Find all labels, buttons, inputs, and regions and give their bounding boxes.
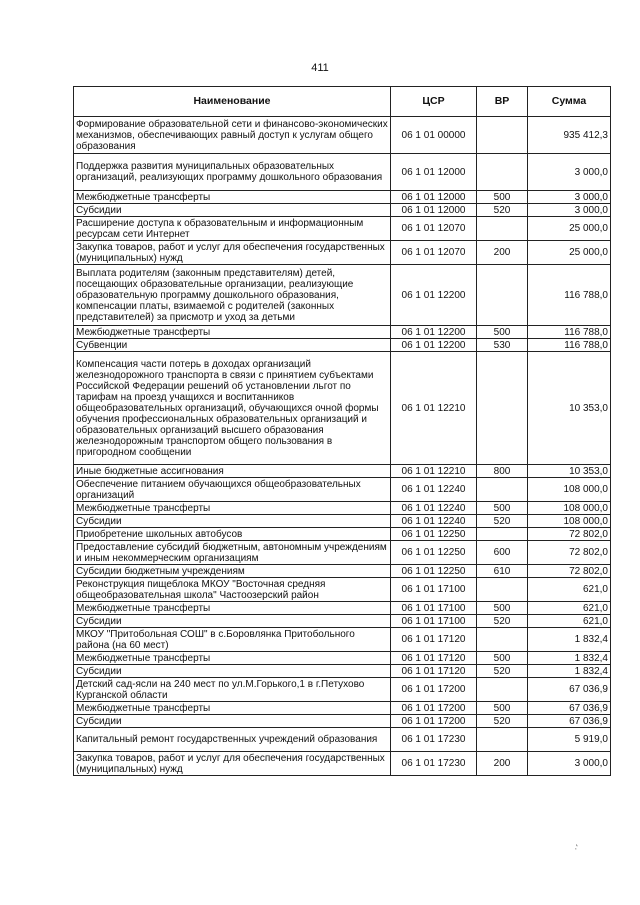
table-body — [74, 117, 611, 776]
header-name: Наименование — [74, 87, 391, 117]
cell-name: Приобретение школьных автобусов — [74, 528, 391, 541]
cell-vr: 500 — [477, 191, 528, 204]
cell-csr: 06 1 01 17230 — [391, 752, 477, 776]
cell-vr: 200 — [477, 752, 528, 776]
cell-vr: 500 — [477, 502, 528, 515]
cell-vr: 520 — [477, 204, 528, 217]
cell-name: Закупка товаров, работ и услуг для обеспечения государственных (муниципальных) нужд — [74, 241, 391, 265]
cell-csr: 06 1 01 12240 — [391, 478, 477, 502]
cell-name: Закупка товаров, работ и услуг для обеспечения государственных (муниципальных) нужд — [74, 752, 391, 776]
table-row — [74, 191, 611, 204]
cell-vr: 500 — [477, 702, 528, 715]
cell-sum: 72 802,0 — [528, 565, 611, 578]
cell-sum: 3 000,0 — [528, 154, 611, 191]
cell-sum: 10 353,0 — [528, 352, 611, 465]
cell-sum: 3 000,0 — [528, 191, 611, 204]
cell-sum: 3 000,0 — [528, 752, 611, 776]
cell-csr: 06 1 01 17100 — [391, 602, 477, 615]
cell-csr: 06 1 01 17120 — [391, 628, 477, 652]
table-row — [74, 117, 611, 154]
cell-sum: 116 788,0 — [528, 265, 611, 326]
cell-name: Детский сад-ясли на 240 мест по ул.М.Горького,1 в г.Петухово Курганской области — [74, 678, 391, 702]
cell-vr — [477, 478, 528, 502]
cell-csr: 06 1 01 17120 — [391, 665, 477, 678]
table-row — [74, 752, 611, 776]
table-row — [74, 339, 611, 352]
cell-vr: 500 — [477, 326, 528, 339]
cell-csr: 06 1 01 12000 — [391, 204, 477, 217]
cell-sum: 25 000,0 — [528, 241, 611, 265]
cell-csr: 06 1 01 12070 — [391, 217, 477, 241]
header-sum: Сумма — [528, 87, 611, 117]
cell-vr: 520 — [477, 515, 528, 528]
cell-name: Иные бюджетные ассигнования — [74, 465, 391, 478]
cell-vr — [477, 678, 528, 702]
cell-sum: 67 036,9 — [528, 702, 611, 715]
cell-name: Расширение доступа к образовательным и информационным ресурсам сети Интернет — [74, 217, 391, 241]
cell-name: Межбюджетные трансферты — [74, 502, 391, 515]
table-row — [74, 578, 611, 602]
cell-name: Межбюджетные трансферты — [74, 702, 391, 715]
header-csr: ЦСР — [391, 87, 477, 117]
cell-name: Субсидии — [74, 615, 391, 628]
cell-csr: 06 1 01 17120 — [391, 652, 477, 665]
cell-sum: 3 000,0 — [528, 204, 611, 217]
table-row — [74, 565, 611, 578]
cell-csr: 06 1 01 12250 — [391, 565, 477, 578]
cell-sum: 67 036,9 — [528, 715, 611, 728]
cell-csr: 06 1 01 17100 — [391, 615, 477, 628]
cell-name: Предоставление субсидий бюджетным, автономным учреждениям и иным некоммерческим организациям — [74, 541, 391, 565]
cell-sum: 621,0 — [528, 578, 611, 602]
cell-vr — [477, 728, 528, 752]
cell-sum: 67 036,9 — [528, 678, 611, 702]
cell-csr: 06 1 01 12250 — [391, 528, 477, 541]
cell-vr: 530 — [477, 339, 528, 352]
cell-csr: 06 1 01 17100 — [391, 578, 477, 602]
table-row — [74, 678, 611, 702]
table-row — [74, 652, 611, 665]
pen-mark: ·' — [572, 842, 581, 854]
cell-name: Формирование образовательной сети и финансово-экономических механизмов, обеспечивающих равный доступ к услугам общего образования — [74, 117, 391, 154]
cell-sum: 935 412,3 — [528, 117, 611, 154]
cell-vr — [477, 628, 528, 652]
cell-vr — [477, 265, 528, 326]
cell-csr: 06 1 01 12240 — [391, 515, 477, 528]
cell-name: Межбюджетные трансферты — [74, 191, 391, 204]
cell-csr: 06 1 01 12200 — [391, 339, 477, 352]
table-row — [74, 602, 611, 615]
cell-sum: 116 788,0 — [528, 326, 611, 339]
cell-vr — [477, 154, 528, 191]
cell-name: Субсидии — [74, 715, 391, 728]
table-row — [74, 478, 611, 502]
cell-vr: 520 — [477, 615, 528, 628]
table-row — [74, 502, 611, 515]
cell-sum: 621,0 — [528, 615, 611, 628]
table-row — [74, 204, 611, 217]
cell-name: Выплата родителям (законным представителям) детей, посещающих образовательные организации, реализующие образовательную программу дошкольного образования, компенсации платы, взимаемой с родителей (законных представителей) за присмотр и уход за детьми — [74, 265, 391, 326]
cell-vr: 520 — [477, 665, 528, 678]
table-row — [74, 528, 611, 541]
cell-sum: 116 788,0 — [528, 339, 611, 352]
cell-sum: 108 000,0 — [528, 502, 611, 515]
cell-csr: 06 1 01 12210 — [391, 352, 477, 465]
cell-vr: 500 — [477, 602, 528, 615]
page-number: 411 — [311, 62, 329, 74]
cell-csr: 06 1 01 12240 — [391, 502, 477, 515]
cell-csr: 06 1 01 12070 — [391, 241, 477, 265]
cell-sum: 621,0 — [528, 602, 611, 615]
cell-vr — [477, 578, 528, 602]
cell-csr: 06 1 01 12200 — [391, 265, 477, 326]
cell-name: Субсидии — [74, 515, 391, 528]
cell-csr: 06 1 01 12000 — [391, 154, 477, 191]
cell-sum: 1 832,4 — [528, 652, 611, 665]
cell-csr: 06 1 01 12250 — [391, 541, 477, 565]
table-row — [74, 265, 611, 326]
cell-name: Межбюджетные трансферты — [74, 326, 391, 339]
cell-name: Компенсация части потерь в доходах организаций железнодорожного транспорта в связи с принятием субъектами Российской Федерации решений об установлении льгот по тарифам на проезд учащихся и воспитанников общеобразовательных организаций, обучающихся очной формы обучения профессиональных образовательных организаций и образовательных организаций высшего образования железнодорожным транспортом общего пользования в пригородном сообщении — [74, 352, 391, 465]
cell-sum: 108 000,0 — [528, 478, 611, 502]
table-header-row — [74, 87, 611, 117]
cell-name: Обеспечение питанием обучающихся общеобразовательных организаций — [74, 478, 391, 502]
cell-name: Поддержка развития муниципальных образовательных организаций, реализующих программу дошкольного образования — [74, 154, 391, 191]
cell-name: Субсидии бюджетным учреждениям — [74, 565, 391, 578]
table-row — [74, 326, 611, 339]
cell-vr: 200 — [477, 241, 528, 265]
cell-csr: 06 1 01 17200 — [391, 678, 477, 702]
cell-sum: 10 353,0 — [528, 465, 611, 478]
cell-sum: 108 000,0 — [528, 515, 611, 528]
cell-vr — [477, 217, 528, 241]
budget-table — [73, 86, 611, 776]
cell-sum: 72 802,0 — [528, 528, 611, 541]
table-row — [74, 702, 611, 715]
cell-sum: 5 919,0 — [528, 728, 611, 752]
table-row — [74, 728, 611, 752]
cell-vr: 500 — [477, 652, 528, 665]
cell-name: Субсидии — [74, 204, 391, 217]
table-row — [74, 154, 611, 191]
cell-name: Капитальный ремонт государственных учреждений образования — [74, 728, 391, 752]
cell-name: МКОУ "Притобольная СОШ" в с.Боровлянка Притобольного района (на 60 мест) — [74, 628, 391, 652]
cell-sum: 72 802,0 — [528, 541, 611, 565]
table-row — [74, 715, 611, 728]
cell-name: Межбюджетные трансферты — [74, 652, 391, 665]
cell-vr — [477, 352, 528, 465]
table-row — [74, 615, 611, 628]
cell-vr — [477, 117, 528, 154]
cell-csr: 06 1 01 12000 — [391, 191, 477, 204]
cell-name: Реконструкция пищеблока МКОУ "Восточная средняя общеобразовательная школа" Частоозерский район — [74, 578, 391, 602]
cell-sum: 25 000,0 — [528, 217, 611, 241]
cell-name: Субвенции — [74, 339, 391, 352]
cell-csr: 06 1 01 17230 — [391, 728, 477, 752]
cell-csr: 06 1 01 00000 — [391, 117, 477, 154]
table-row — [74, 352, 611, 465]
cell-csr: 06 1 01 12200 — [391, 326, 477, 339]
table-row — [74, 541, 611, 565]
cell-name: Субсидии — [74, 665, 391, 678]
table-row — [74, 241, 611, 265]
table-row — [74, 515, 611, 528]
table-row — [74, 217, 611, 241]
cell-vr: 610 — [477, 565, 528, 578]
header-vr: ВР — [477, 87, 528, 117]
cell-csr: 06 1 01 12210 — [391, 465, 477, 478]
cell-csr: 06 1 01 17200 — [391, 715, 477, 728]
table-row — [74, 628, 611, 652]
cell-csr: 06 1 01 17200 — [391, 702, 477, 715]
cell-vr: 600 — [477, 541, 528, 565]
cell-vr: 520 — [477, 715, 528, 728]
cell-sum: 1 832,4 — [528, 665, 611, 678]
cell-name: Межбюджетные трансферты — [74, 602, 391, 615]
table-row — [74, 665, 611, 678]
cell-vr: 800 — [477, 465, 528, 478]
cell-vr — [477, 528, 528, 541]
table-row — [74, 465, 611, 478]
cell-sum: 1 832,4 — [528, 628, 611, 652]
